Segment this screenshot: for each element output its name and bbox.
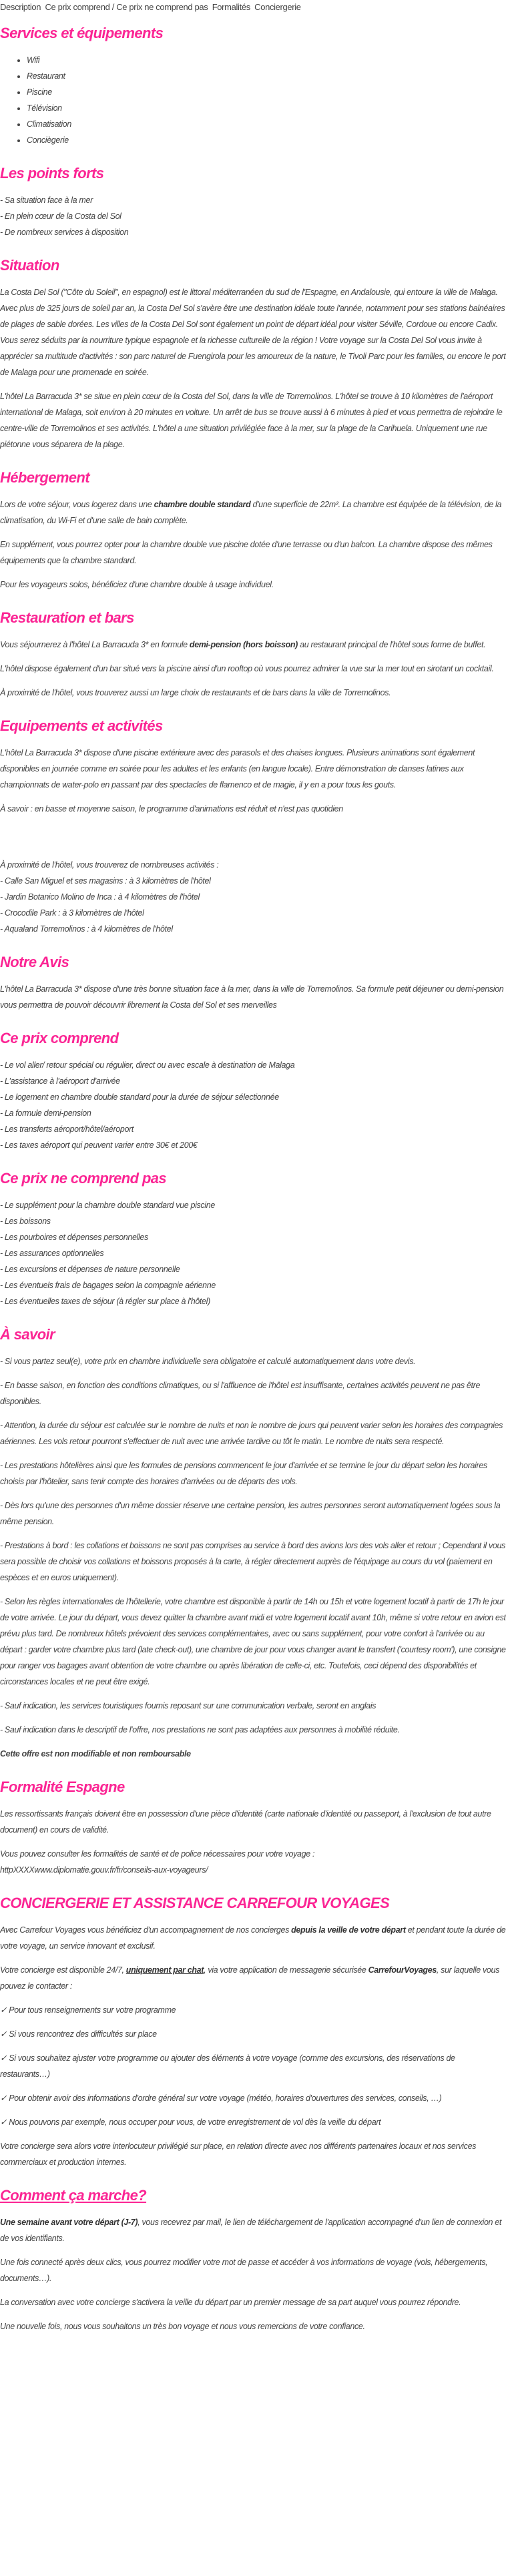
comprend-section <box>0 1029 506 1153</box>
conciergerie-paragraph: Votre concierge sera alors votre interlocuteur privilégié sur place, en relation directe avec nos différents partenaires locaux et nos services commerciaux et production internes. <box>0 2142 477 2167</box>
formalite-section <box>0 1778 506 1878</box>
a-savoir-paragraph: - Dès lors qu'une des personnes d'un même dossier réserve une certaine pension, les autres personnes seront automatiquement logées sous la même pension. <box>0 1501 501 1526</box>
check-item: ✓ Nous pouvons par exemple, nous occuper pour vous, de votre enregistrement de vol dès la veille du départ <box>0 2118 381 2127</box>
a-savoir-paragraph: - Sauf indication dans le descriptif de l'offre, nos prestations ne sont pas adaptées aux personnes à mobilité réduite. <box>0 1725 400 1734</box>
a-savoir-paragraph: - Prestations à bord : les collations et boissons ne sont pas comprises au service à bord des avions lors des vols aller et retour ; Cependant il vous sera possible de choisir vos collations et boissons proposés à la carte, à régler directement auprès de l'équipage au cours du vol (paiement en espèces et en euros uniquement). <box>0 1541 505 1582</box>
list-item: • Wifi <box>27 52 506 68</box>
avis-paragraph: L'hôtel La Barracuda 3* dispose d'une très bonne situation face à la mer, dans la ville de Torremolinos. Sa formule petit déjeuner ou demi-pension vous permettra de pouvoir découvrir librement la Costa del Sol et ses merveilles <box>0 984 504 1010</box>
comprend-title: Ce prix comprend <box>0 1030 119 1046</box>
list-item: • Conciègerie <box>27 132 506 148</box>
formalite-paragraph: Vous pouvez consulter les formalités de santé et de police nécessaires pour votre voyage : httpXXXXwww.diplomatie.gouv.fr/fr/conseils-aux-voyageurs/ <box>0 1849 315 1875</box>
list-item: • Piscine <box>27 84 506 100</box>
comment-paragraph: Une fois connecté après deux clics, vous pourrez modifier votre mot de passe et accéder à vos informations de voyage (vols, hébergements, documents…). <box>0 2258 488 2283</box>
restauration-paragraph: Vous séjournerez à l'hôtel La Barracuda 3* en formule demi-pension (hors boisson) au restaurant principal de l'hôtel sous forme de buffet. <box>0 640 486 649</box>
equipements-note: À savoir : en basse et moyenne saison, le programme d'animations est réduit et n'est pas quotidien <box>0 804 343 814</box>
restauration-title: Restauration et bars <box>0 609 134 626</box>
comment-paragraph: Une nouvelle fois, nous vous souhaitons un très bon voyage et nous vous remercions de votre confiance. <box>0 2322 365 2331</box>
list-item: • Restaurant <box>27 68 506 84</box>
situation-section <box>0 256 506 452</box>
tab-description[interactable]: Description <box>0 2 41 12</box>
list-item: - Jardin Botanico Molino de Inca : à 4 kilomètres de l'hôtel <box>0 892 200 902</box>
services-title: Services et équipements <box>0 25 164 41</box>
conciergerie-paragraph: Avec Carrefour Voyages vous bénéficiez d'un accompagnement de nos concierges depuis la veille de votre départ et pendant toute la durée de votre voyage, un service innovant et exclusif. <box>0 1925 506 1951</box>
avis-title: Notre Avis <box>0 954 69 970</box>
equipements-paragraph: L'hôtel La Barracuda 3* dispose d'une piscine extérieure avec des parasols et des chaises longues. Plusieurs animations sont également disponibles en journée comme en soirée pour les adultes et les enfants (en langue locale). Entre démonstration de danses latines aux championnats de water-polo en passant par des spectacles de flamenco et de magie, il y en a pour tous les gouts. <box>0 748 475 789</box>
check-item: ✓ Pour obtenir avoir des informations d'ordre général sur votre voyage (météo, horaires d'ouvertures des services, conseils, …) <box>0 2094 442 2103</box>
check-item: ✓ Pour tous renseignements sur votre programme <box>0 2005 176 2015</box>
list-item: - Les boissons <box>0 1217 51 1226</box>
formalite-paragraph: Les ressortissants français doivent être en possession d'une pièce d'identité (carte nationale d'identité ou passeport, à l'exclusion de tout autre document) en cours de validité. <box>0 1809 491 1835</box>
non-refundable-note: Cette offre est non modifiable et non remboursable <box>0 1749 191 1758</box>
ne-comprend-pas-title: Ce prix ne comprend pas <box>0 1170 167 1187</box>
diplomatie-link[interactable]: httpXXXXwww.diplomatie.gouv.fr/fr/conseils-aux-voyageurs/ <box>0 1865 208 1875</box>
check-item: ✓ Si vous rencontrez des difficultés sur place <box>0 2029 157 2039</box>
points-forts-section <box>0 164 506 240</box>
list-item: - Le logement en chambre double standard pour la durée de séjour sélectionnée <box>0 1092 279 1102</box>
a-savoir-section <box>0 1325 506 1762</box>
a-savoir-paragraph: - Attention, la durée du séjour est calculée sur le nombre de nuits et non le nombre de jours qui peuvent varier selon les horaires des compagnies aériennes. Les vols retour pourront s'effectuer de nuit avec une arrivée tardive ou tôt le matin. Le nombre de nuits sera respecté. <box>0 1421 503 1446</box>
comment-paragraph: La conversation avec votre concierge s'activera la veille du départ par un premier message de sa part auquel vous pourrez répondre. <box>0 2298 461 2307</box>
conciergerie-title: CONCIERGERIE ET ASSISTANCE CARREFOUR VOYAGES <box>0 1895 390 1911</box>
situation-title: Situation <box>0 257 59 274</box>
situation-paragraph: L'hôtel La Barracuda 3* se situe en plein cœur de la Costa del Sol, dans la ville de Torremolinos. L'hôtel se trouve à 10 kilomètres de l'aéroport international de Malaga, soit environ à 20 minutes en voiture. Un arrêt de bus se trouve aussi à 6 minutes à pied et vous permettra de rejoindre le centre-ville de Torremolinos et ses activités. L'hôtel a une situation privilégiée face à la mer, sur la plage de la Carihuela. Uniquement une rue piétonne vous séparera de la plage. <box>0 392 503 449</box>
conciergerie-paragraph: Votre concierge est disponible 24/7, uniquement par chat, via votre application de messagerie sécurisée CarrefourVoyages, sur laquelle vous pouvez le contacter : <box>0 1965 500 1991</box>
a-savoir-paragraph: - Sauf indication, les services touristiques fournis reposant sur une communication verbale, seront en anglais <box>0 1701 376 1710</box>
list-item: - Crocodile Park : à 3 kilomètres de l'hôtel <box>0 908 144 918</box>
formalite-title: Formalité Espagne <box>0 1779 125 1795</box>
list-item: - Les éventuels frais de bagages selon la compagnie aérienne <box>0 1281 216 1290</box>
equipements-section <box>0 717 506 937</box>
list-item: - En plein cœur de la Costa del Sol <box>0 212 121 221</box>
ne-comprend-pas-section <box>0 1169 506 1309</box>
situation-paragraph: La Costa Del Sol ("Côte du Soleil", en espagnol) est le littoral méditerranéen du sud de l'Espagne, en Andalousie, qui entoure la ville de Malaga. Avec plus de 325 jours de soleil par an, la Costa Del Sol s'avère être une destination idéale toute l'année, notamment pour ses stations balnéaires de plages de sable dorées. Les villes de la Costa Del Sol sont également un point de départ idéal pour visiter Séville, Cordoue ou encore Cadix. Vous serez séduits par la nourriture typique espagnole et la richesse culturelle de la région ! Votre voyage sur la Costa Del Sol vous invite à apprécier sa multitude d'activités : son parc naturel de Fuengirola pour les amoureux de la nature, le Tivoli Parc pour les familles, ou encore le port de Malaga pour une promenade en soirée. <box>0 288 506 377</box>
a-savoir-paragraph: - Les prestations hôtelières ainsi que les formules de pensions commencent le jour d'arrivée et se termine le jour du départ selon les horaires choisis par l'hôtelier, sans tenir compte des horaires d'arrivées ou de départs des vols. <box>0 1461 487 1486</box>
comment-section <box>0 2186 506 2334</box>
hebergement-paragraph: En supplément, vous pourrez opter pour la chambre double vue piscine dotée d'une terrasse ou d'un balcon. La chambre dispose des mêmes équipements que la chambre standard. <box>0 540 493 565</box>
comment-paragraph: Une semaine avant votre départ (J-7), vous recevrez par mail, le lien de téléchargement de l'application accompagné d'un lien de connexion et de vos identifiants. <box>0 2218 501 2243</box>
restauration-section <box>0 609 506 701</box>
a-savoir-paragraph: - Si vous partez seul(e), votre prix en chambre individuelle sera obligatoire et calculé automatiquement dans votre devis. <box>0 1357 416 1366</box>
list-item: • Climatisation <box>27 116 506 132</box>
list-item: - Le vol aller/ retour spécial ou régulier, direct ou avec escale à destination de Malaga <box>0 1060 295 1070</box>
list-item: • Télévision <box>27 100 506 116</box>
points-forts-title: Les points forts <box>0 165 104 182</box>
list-item: - Sa situation face à la mer <box>0 196 93 205</box>
tab-prix[interactable]: Ce prix comprend / Ce prix ne comprend pas <box>45 2 208 12</box>
restauration-paragraph: L'hôtel dispose également d'un bar situé vers la piscine ainsi d'un rooftop où vous pourrez admirer la vue sur la mer tout en sirotant un cocktail. <box>0 664 494 673</box>
list-item: - Les pourboires et dépenses personnelles <box>0 1233 148 1242</box>
comment-title: Comment ça marche? <box>0 2187 147 2204</box>
a-savoir-paragraph: - Selon les règles internationales de l'hôtellerie, votre chambre est disponible à partir de 14h ou 15h et votre logement locatif à partir de 17h le jour de votre arrivée. Le jour du départ, vous devez quitter la chambre avant midi et votre logement locatif avant 10h, même si votre retour en avion est prévu plus tard. De nombreux hôtels prévoient des services complémentaires, avec ou sans supplément, pour votre confort à l'arrivée ou au départ : garder votre chambre plus tard (late check-out), une chambre de jour pour vous changer avant le transfert ('courtesy room'), une consigne pour ranger vos bagages avant obtention de votre chambre ou après libération de celle-ci, etc. Toutefois, ceci dépend des disponibilités et circonstances locales et ne peut être exigé. <box>0 1597 506 1686</box>
section-tabs <box>0 0 506 15</box>
a-savoir-title: À savoir <box>0 1326 55 1343</box>
hebergement-paragraph: Pour les voyageurs solos, bénéficiez d'une chambre double à usage individuel. <box>0 580 274 589</box>
list-item: - Les assurances optionnelles <box>0 1249 104 1258</box>
list-item: - L'assistance à l'aéroport d'arrivée <box>0 1076 120 1086</box>
hebergement-title: Hébergement <box>0 469 89 486</box>
services-list <box>0 52 506 148</box>
list-item: - Le supplément pour la chambre double standard vue piscine <box>0 1201 215 1210</box>
list-item: - Aqualand Torremolinos : à 4 kilomètres de l'hôtel <box>0 924 173 934</box>
avis-section <box>0 953 506 1013</box>
list-item: - La formule demi-pension <box>0 1108 91 1118</box>
list-item: - Les transferts aéroport/hôtel/aéroport <box>0 1124 134 1134</box>
services-section <box>0 24 506 148</box>
list-item: - Les éventuelles taxes de séjour (à régler sur place à l'hôtel) <box>0 1297 210 1306</box>
hebergement-section <box>0 468 506 593</box>
nearby-activities: À proximité de l'hôtel, vous trouverez de nombreuses activités : - Calle San Miguel et ses magasins : à 3 kilomètres de l'hôtel - Jardin Botanico Molino de Inca : à 4 kilomètres de l'hôtel - Crocodile Park : à 3 kilomètres de l'hôtel - Aqualand Torremolinos : à 4 kilomètres de l'hôtel <box>0 857 506 937</box>
list-item: - Les taxes aéroport qui peuvent varier entre 30€ et 200€ <box>0 1141 198 1150</box>
check-item: ✓ Si vous souhaitez ajuster votre programme ou ajouter des éléments à votre voyage (comme des excursions, des réservations de restaurants…) <box>0 2053 455 2079</box>
list-item: - Les excursions et dépenses de nature personnelle <box>0 1265 180 1274</box>
tab-conciergerie[interactable]: Conciergerie <box>254 2 301 12</box>
a-savoir-paragraph: - En basse saison, en fonction des conditions climatiques, ou si l'affluence de l'hôtel est insuffisante, certaines activités peuvent ne pas être disponibles. <box>0 1381 481 1406</box>
hebergement-paragraph: Lors de votre séjour, vous logerez dans une chambre double standard d'une superficie de 22m². La chambre est équipée de la télévision, de la climatisation, du Wi-Fi et d'une salle de bain complète. <box>0 500 502 525</box>
list-item: - De nombreux services à disposition <box>0 228 129 237</box>
restauration-paragraph: À proximité de l'hôtel, vous trouverez aussi un large choix de restaurants et de bars dans la ville de Torremolinos. <box>0 688 391 697</box>
list-item: - Calle San Miguel et ses magasins : à 3 kilomètres de l'hôtel <box>0 876 211 886</box>
equipements-title: Equipements et activités <box>0 717 163 734</box>
tab-formalites[interactable]: Formalités <box>212 2 250 12</box>
conciergerie-section <box>0 1894 506 2170</box>
